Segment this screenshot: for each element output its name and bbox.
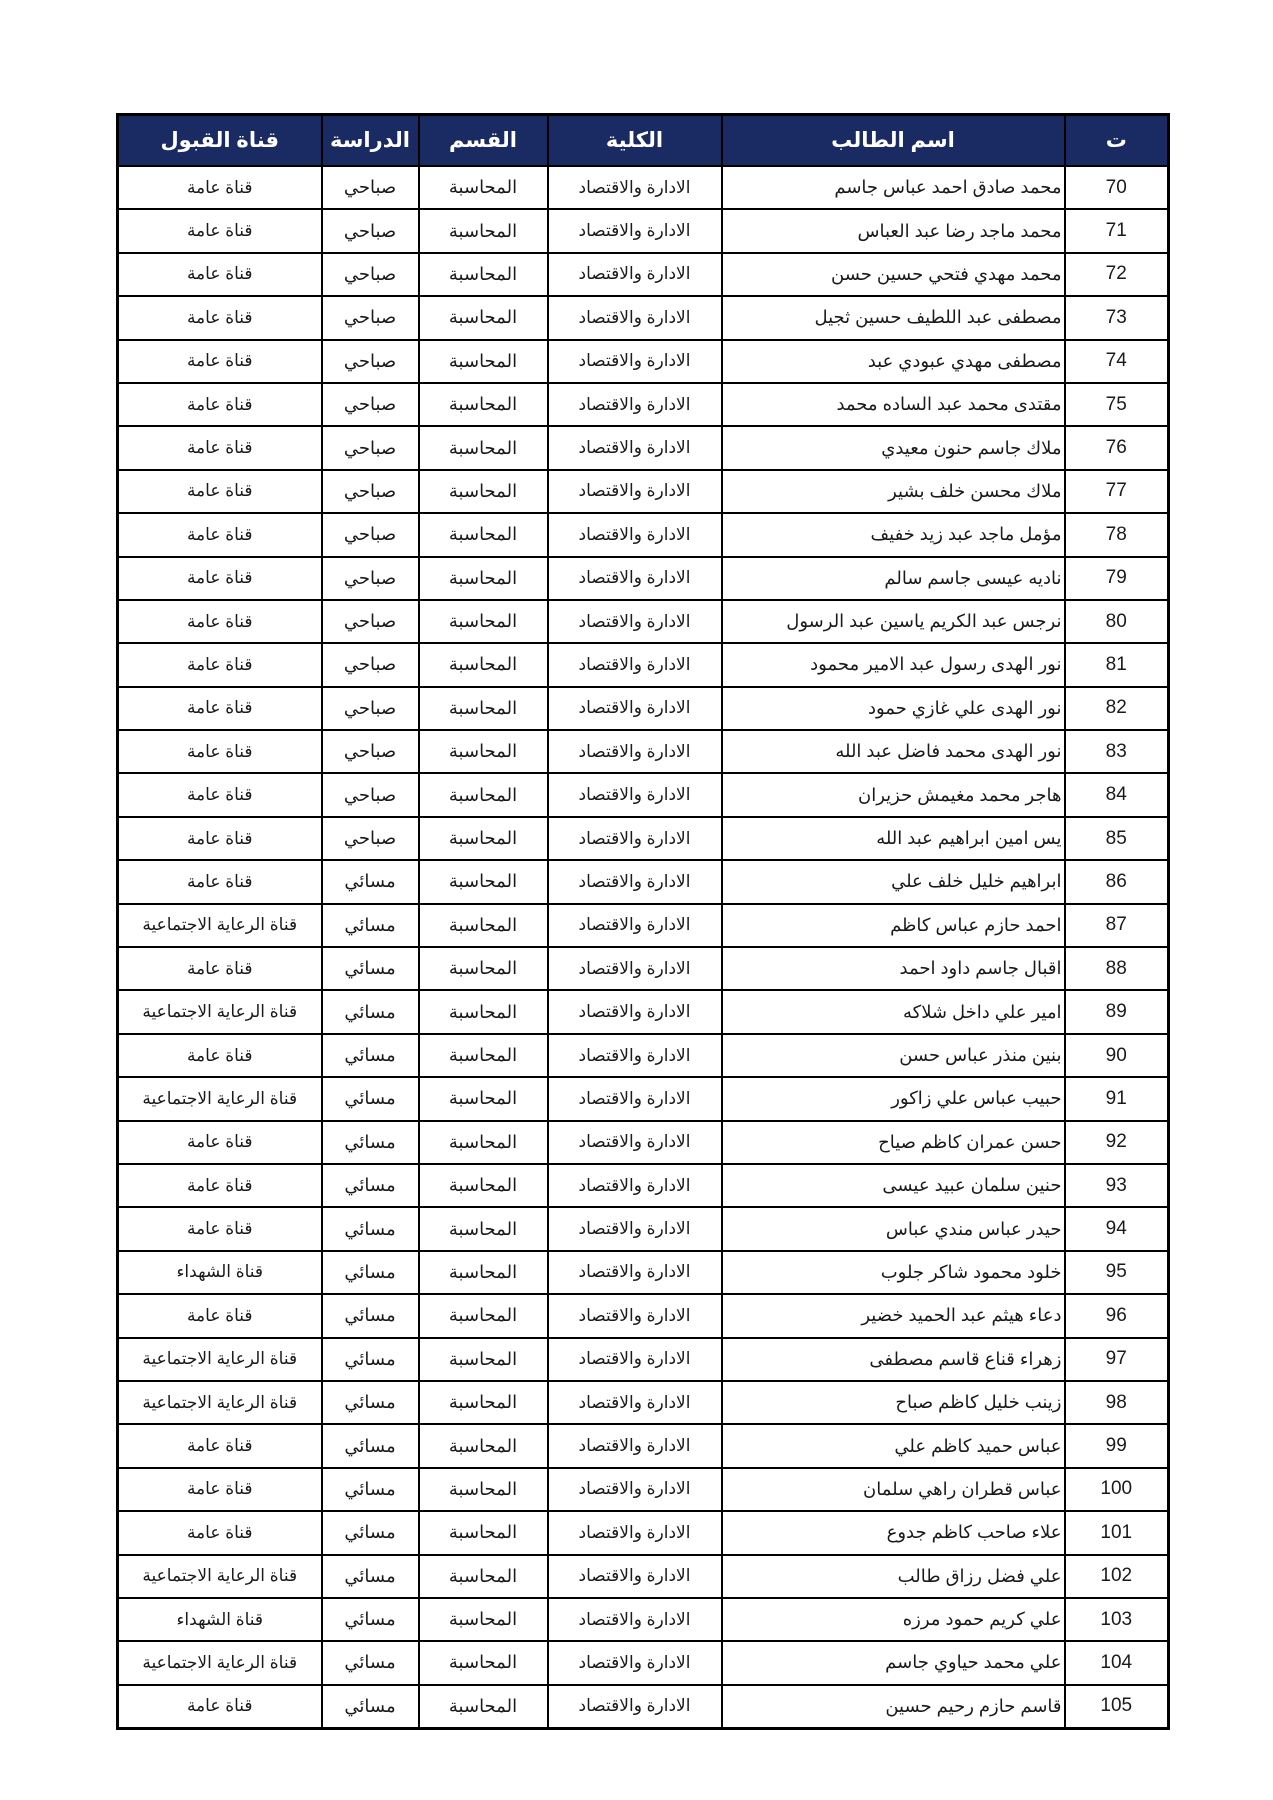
cell-study: مسائي	[322, 1468, 419, 1511]
students-table	[116, 113, 1170, 1730]
cell-dept: المحاسبة	[419, 643, 548, 686]
cell-dept: المحاسبة	[419, 817, 548, 860]
cell-college: الادارة والاقتصاد	[548, 513, 722, 556]
cell-college: الادارة والاقتصاد	[548, 1555, 722, 1598]
table-row	[118, 557, 1169, 600]
cell-num: 89	[1065, 990, 1169, 1033]
cell-study: صباحي	[322, 340, 419, 383]
cell-num: 102	[1065, 1555, 1169, 1598]
cell-channel: قناة عامة	[118, 340, 322, 383]
cell-num: 91	[1065, 1077, 1169, 1120]
cell-name: نرجس عبد الكريم ياسين عبد الرسول	[722, 600, 1065, 643]
cell-channel: قناة الرعاية الاجتماعية	[118, 1641, 322, 1684]
cell-study: مسائي	[322, 1121, 419, 1164]
cell-channel: قناة الرعاية الاجتماعية	[118, 1077, 322, 1120]
cell-dept: المحاسبة	[419, 730, 548, 773]
table-row	[118, 773, 1169, 816]
cell-study: صباحي	[322, 730, 419, 773]
cell-college: الادارة والاقتصاد	[548, 1077, 722, 1120]
cell-study: صباحي	[322, 383, 419, 426]
table-row	[118, 1121, 1169, 1164]
cell-study: مسائي	[322, 1294, 419, 1337]
cell-channel: قناة الرعاية الاجتماعية	[118, 1338, 322, 1381]
table-row	[118, 947, 1169, 990]
cell-college: الادارة والاقتصاد	[548, 1034, 722, 1077]
cell-study: صباحي	[322, 166, 419, 209]
cell-dept: المحاسبة	[419, 1121, 548, 1164]
header-cell-number: ت	[1065, 115, 1169, 167]
cell-study: مسائي	[322, 1511, 419, 1554]
cell-channel: قناة عامة	[118, 1207, 322, 1250]
cell-name: عباس قطران راهي سلمان	[722, 1468, 1065, 1511]
cell-study: صباحي	[322, 296, 419, 339]
cell-college: الادارة والاقتصاد	[548, 470, 722, 513]
cell-channel: قناة عامة	[118, 1685, 322, 1729]
cell-study: مسائي	[322, 990, 419, 1033]
cell-num: 96	[1065, 1294, 1169, 1337]
cell-num: 105	[1065, 1685, 1169, 1729]
cell-study: مسائي	[322, 1034, 419, 1077]
table-row	[118, 513, 1169, 556]
table-row	[118, 600, 1169, 643]
cell-dept: المحاسبة	[419, 253, 548, 296]
cell-name: علي كريم حمود مرزه	[722, 1598, 1065, 1641]
table-row	[118, 253, 1169, 296]
cell-name: بنين منذر عباس حسن	[722, 1034, 1065, 1077]
cell-college: الادارة والاقتصاد	[548, 904, 722, 947]
cell-dept: المحاسبة	[419, 1338, 548, 1381]
cell-num: 76	[1065, 426, 1169, 469]
cell-dept: المحاسبة	[419, 1294, 548, 1337]
cell-num: 100	[1065, 1468, 1169, 1511]
cell-channel: قناة عامة	[118, 1121, 322, 1164]
cell-num: 87	[1065, 904, 1169, 947]
cell-channel: قناة عامة	[118, 209, 322, 252]
cell-name: مصطفى عبد اللطيف حسين ثجيل	[722, 296, 1065, 339]
cell-name: اقبال جاسم داود احمد	[722, 947, 1065, 990]
cell-college: الادارة والاقتصاد	[548, 1121, 722, 1164]
cell-dept: المحاسبة	[419, 990, 548, 1033]
table-row	[118, 1077, 1169, 1120]
cell-study: مسائي	[322, 1207, 419, 1250]
cell-channel: قناة عامة	[118, 1468, 322, 1511]
cell-name: مقتدى محمد عبد الساده محمد	[722, 383, 1065, 426]
cell-college: الادارة والاقتصاد	[548, 773, 722, 816]
header-cell-name: اسم الطالب	[722, 115, 1065, 167]
student-table-body	[118, 166, 1169, 1729]
cell-num: 93	[1065, 1164, 1169, 1207]
cell-dept: المحاسبة	[419, 1077, 548, 1120]
header-cell-dept: القسم	[419, 115, 548, 167]
cell-college: الادارة والاقتصاد	[548, 1338, 722, 1381]
cell-college: الادارة والاقتصاد	[548, 1511, 722, 1554]
students-table-container	[119, 113, 1170, 1730]
cell-name: زينب خليل كاظم صباح	[722, 1381, 1065, 1424]
cell-num: 85	[1065, 817, 1169, 860]
cell-college: الادارة والاقتصاد	[548, 1381, 722, 1424]
cell-channel: قناة عامة	[118, 426, 322, 469]
cell-study: مسائي	[322, 1338, 419, 1381]
cell-num: 77	[1065, 470, 1169, 513]
cell-num: 103	[1065, 1598, 1169, 1641]
cell-name: ملاك محسن خلف بشير	[722, 470, 1065, 513]
cell-dept: المحاسبة	[419, 296, 548, 339]
table-row	[118, 426, 1169, 469]
cell-college: الادارة والاقتصاد	[548, 990, 722, 1033]
table-row	[118, 817, 1169, 860]
cell-num: 73	[1065, 296, 1169, 339]
cell-num: 99	[1065, 1424, 1169, 1467]
cell-name: احمد حازم عباس كاظم	[722, 904, 1065, 947]
cell-dept: المحاسبة	[419, 947, 548, 990]
table-row	[118, 470, 1169, 513]
cell-channel: قناة عامة	[118, 1511, 322, 1554]
cell-dept: المحاسبة	[419, 904, 548, 947]
cell-channel: قناة الرعاية الاجتماعية	[118, 1381, 322, 1424]
cell-college: الادارة والاقتصاد	[548, 166, 722, 209]
cell-channel: قناة عامة	[118, 1424, 322, 1467]
cell-study: صباحي	[322, 600, 419, 643]
cell-name: حسن عمران كاظم صياح	[722, 1121, 1065, 1164]
cell-name: نور الهدى محمد فاضل عبد الله	[722, 730, 1065, 773]
cell-college: الادارة والاقتصاد	[548, 817, 722, 860]
table-row	[118, 990, 1169, 1033]
cell-study: صباحي	[322, 643, 419, 686]
cell-dept: المحاسبة	[419, 860, 548, 903]
cell-college: الادارة والاقتصاد	[548, 253, 722, 296]
table-row	[118, 383, 1169, 426]
header-cell-study: الدراسة	[322, 115, 419, 167]
cell-channel: قناة عامة	[118, 687, 322, 730]
table-row	[118, 1207, 1169, 1250]
cell-college: الادارة والاقتصاد	[548, 947, 722, 990]
cell-channel: قناة عامة	[118, 600, 322, 643]
cell-channel: قناة عامة	[118, 253, 322, 296]
cell-dept: المحاسبة	[419, 209, 548, 252]
cell-dept: المحاسبة	[419, 426, 548, 469]
cell-name: علاء صاحب كاظم جدوع	[722, 1511, 1065, 1554]
cell-channel: قناة عامة	[118, 557, 322, 600]
cell-num: 78	[1065, 513, 1169, 556]
cell-num: 72	[1065, 253, 1169, 296]
cell-name: علي فضل رزاق طالب	[722, 1555, 1065, 1598]
cell-name: مؤمل ماجد عبد زيد خفيف	[722, 513, 1065, 556]
cell-name: ابراهيم خليل خلف علي	[722, 860, 1065, 903]
cell-dept: المحاسبة	[419, 1685, 548, 1729]
table-row	[118, 1598, 1169, 1641]
cell-dept: المحاسبة	[419, 1251, 548, 1294]
cell-name: محمد ماجد رضا عبد العباس	[722, 209, 1065, 252]
cell-dept: المحاسبة	[419, 687, 548, 730]
cell-num: 92	[1065, 1121, 1169, 1164]
cell-college: الادارة والاقتصاد	[548, 1164, 722, 1207]
cell-channel: قناة الشهداء	[118, 1598, 322, 1641]
cell-channel: قناة عامة	[118, 947, 322, 990]
cell-dept: المحاسبة	[419, 1468, 548, 1511]
cell-college: الادارة والاقتصاد	[548, 1468, 722, 1511]
cell-channel: قناة عامة	[118, 166, 322, 209]
cell-name: دعاء هيثم عبد الحميد خضير	[722, 1294, 1065, 1337]
cell-name: نور الهدى رسول عبد الامير محمود	[722, 643, 1065, 686]
cell-num: 81	[1065, 643, 1169, 686]
cell-study: صباحي	[322, 687, 419, 730]
cell-study: مسائي	[322, 1077, 419, 1120]
cell-study: مسائي	[322, 1164, 419, 1207]
cell-study: مسائي	[322, 1641, 419, 1684]
cell-study: مسائي	[322, 1251, 419, 1294]
cell-dept: المحاسبة	[419, 340, 548, 383]
cell-college: الادارة والاقتصاد	[548, 643, 722, 686]
cell-dept: المحاسبة	[419, 383, 548, 426]
cell-name: حبيب عباس علي زاكور	[722, 1077, 1065, 1120]
cell-name: علي محمد حياوي جاسم	[722, 1641, 1065, 1684]
table-row	[118, 687, 1169, 730]
cell-college: الادارة والاقتصاد	[548, 1294, 722, 1337]
cell-name: زهراء قناع قاسم مصطفى	[722, 1338, 1065, 1381]
cell-num: 88	[1065, 947, 1169, 990]
table-row	[118, 1294, 1169, 1337]
cell-dept: المحاسبة	[419, 166, 548, 209]
cell-dept: المحاسبة	[419, 1207, 548, 1250]
cell-channel: قناة عامة	[118, 1164, 322, 1207]
table-row	[118, 1164, 1169, 1207]
cell-college: الادارة والاقتصاد	[548, 1424, 722, 1467]
cell-num: 97	[1065, 1338, 1169, 1381]
cell-num: 84	[1065, 773, 1169, 816]
cell-name: خلود محمود شاكر جلوب	[722, 1251, 1065, 1294]
cell-college: الادارة والاقتصاد	[548, 687, 722, 730]
cell-channel: قناة عامة	[118, 296, 322, 339]
cell-college: الادارة والاقتصاد	[548, 860, 722, 903]
cell-channel: قناة عامة	[118, 1294, 322, 1337]
cell-num: 79	[1065, 557, 1169, 600]
cell-dept: المحاسبة	[419, 1511, 548, 1554]
cell-name: ملاك جاسم حنون معيدي	[722, 426, 1065, 469]
cell-dept: المحاسبة	[419, 773, 548, 816]
table-row	[118, 730, 1169, 773]
cell-college: الادارة والاقتصاد	[548, 1251, 722, 1294]
table-row	[118, 1338, 1169, 1381]
cell-name: عباس حميد كاظم علي	[722, 1424, 1065, 1467]
cell-channel: قناة عامة	[118, 383, 322, 426]
cell-study: صباحي	[322, 470, 419, 513]
table-row	[118, 340, 1169, 383]
cell-college: الادارة والاقتصاد	[548, 296, 722, 339]
cell-name: مصطفى مهدي عبودي عبد	[722, 340, 1065, 383]
cell-name: حيدر عباس مندي عباس	[722, 1207, 1065, 1250]
table-row	[118, 1685, 1169, 1729]
table-header-row	[118, 115, 1169, 167]
cell-name: يس امين ابراهيم عبد الله	[722, 817, 1065, 860]
cell-num: 90	[1065, 1034, 1169, 1077]
cell-college: الادارة والاقتصاد	[548, 426, 722, 469]
cell-channel: قناة عامة	[118, 773, 322, 816]
cell-study: مسائي	[322, 904, 419, 947]
table-row	[118, 904, 1169, 947]
cell-dept: المحاسبة	[419, 1424, 548, 1467]
cell-channel: قناة عامة	[118, 730, 322, 773]
table-row	[118, 1511, 1169, 1554]
cell-channel: قناة الرعاية الاجتماعية	[118, 904, 322, 947]
table-row	[118, 1555, 1169, 1598]
cell-study: مسائي	[322, 1685, 419, 1729]
cell-dept: المحاسبة	[419, 1381, 548, 1424]
cell-name: امير علي داخل شلاكه	[722, 990, 1065, 1033]
cell-study: صباحي	[322, 426, 419, 469]
table-row	[118, 1034, 1169, 1077]
cell-num: 101	[1065, 1511, 1169, 1554]
cell-dept: المحاسبة	[419, 470, 548, 513]
cell-name: محمد مهدي فتحي حسين حسن	[722, 253, 1065, 296]
table-row	[118, 1641, 1169, 1684]
cell-study: مسائي	[322, 860, 419, 903]
table-row	[118, 1251, 1169, 1294]
cell-name: ناديه عيسى جاسم سالم	[722, 557, 1065, 600]
table-row	[118, 860, 1169, 903]
table-row	[118, 1424, 1169, 1467]
cell-study: مسائي	[322, 1381, 419, 1424]
cell-study: صباحي	[322, 557, 419, 600]
table-row	[118, 643, 1169, 686]
cell-study: صباحي	[322, 817, 419, 860]
table-row	[118, 1468, 1169, 1511]
cell-channel: قناة الشهداء	[118, 1251, 322, 1294]
cell-college: الادارة والاقتصاد	[548, 557, 722, 600]
cell-college: الادارة والاقتصاد	[548, 1598, 722, 1641]
cell-study: مسائي	[322, 1424, 419, 1467]
cell-college: الادارة والاقتصاد	[548, 209, 722, 252]
cell-channel: قناة الرعاية الاجتماعية	[118, 990, 322, 1033]
cell-name: نور الهدى علي غازي حمود	[722, 687, 1065, 730]
table-row	[118, 296, 1169, 339]
cell-college: الادارة والاقتصاد	[548, 340, 722, 383]
cell-college: الادارة والاقتصاد	[548, 600, 722, 643]
cell-num: 98	[1065, 1381, 1169, 1424]
cell-college: الادارة والاقتصاد	[548, 1207, 722, 1250]
cell-num: 80	[1065, 600, 1169, 643]
cell-name: هاجر محمد مغيمش حزيران	[722, 773, 1065, 816]
cell-dept: المحاسبة	[419, 557, 548, 600]
cell-num: 74	[1065, 340, 1169, 383]
cell-study: مسائي	[322, 1555, 419, 1598]
cell-college: الادارة والاقتصاد	[548, 1685, 722, 1729]
cell-channel: قناة عامة	[118, 513, 322, 556]
header-cell-college: الكلية	[548, 115, 722, 167]
cell-channel: قناة عامة	[118, 1034, 322, 1077]
cell-dept: المحاسبة	[419, 1555, 548, 1598]
cell-dept: المحاسبة	[419, 1034, 548, 1077]
cell-college: الادارة والاقتصاد	[548, 1641, 722, 1684]
table-row	[118, 166, 1169, 209]
cell-name: قاسم حازم رحيم حسين	[722, 1685, 1065, 1729]
cell-dept: المحاسبة	[419, 600, 548, 643]
cell-dept: المحاسبة	[419, 1164, 548, 1207]
cell-channel: قناة عامة	[118, 470, 322, 513]
table-row	[118, 1381, 1169, 1424]
cell-college: الادارة والاقتصاد	[548, 730, 722, 773]
cell-study: مسائي	[322, 1598, 419, 1641]
cell-name: حنين سلمان عبيد عيسى	[722, 1164, 1065, 1207]
cell-num: 86	[1065, 860, 1169, 903]
cell-dept: المحاسبة	[419, 1598, 548, 1641]
cell-dept: المحاسبة	[419, 1641, 548, 1684]
table-row	[118, 209, 1169, 252]
cell-dept: المحاسبة	[419, 513, 548, 556]
cell-num: 71	[1065, 209, 1169, 252]
cell-num: 82	[1065, 687, 1169, 730]
cell-channel: قناة عامة	[118, 817, 322, 860]
cell-study: صباحي	[322, 253, 419, 296]
cell-num: 104	[1065, 1641, 1169, 1684]
cell-num: 75	[1065, 383, 1169, 426]
cell-channel: قناة الرعاية الاجتماعية	[118, 1555, 322, 1598]
cell-channel: قناة عامة	[118, 860, 322, 903]
cell-channel: قناة عامة	[118, 643, 322, 686]
cell-num: 94	[1065, 1207, 1169, 1250]
cell-num: 95	[1065, 1251, 1169, 1294]
cell-study: صباحي	[322, 513, 419, 556]
cell-num: 83	[1065, 730, 1169, 773]
header-cell-channel: قناة القبول	[118, 115, 322, 167]
cell-num: 70	[1065, 166, 1169, 209]
cell-study: صباحي	[322, 773, 419, 816]
cell-name: محمد صادق احمد عباس جاسم	[722, 166, 1065, 209]
cell-college: الادارة والاقتصاد	[548, 383, 722, 426]
cell-study: صباحي	[322, 209, 419, 252]
cell-study: مسائي	[322, 947, 419, 990]
